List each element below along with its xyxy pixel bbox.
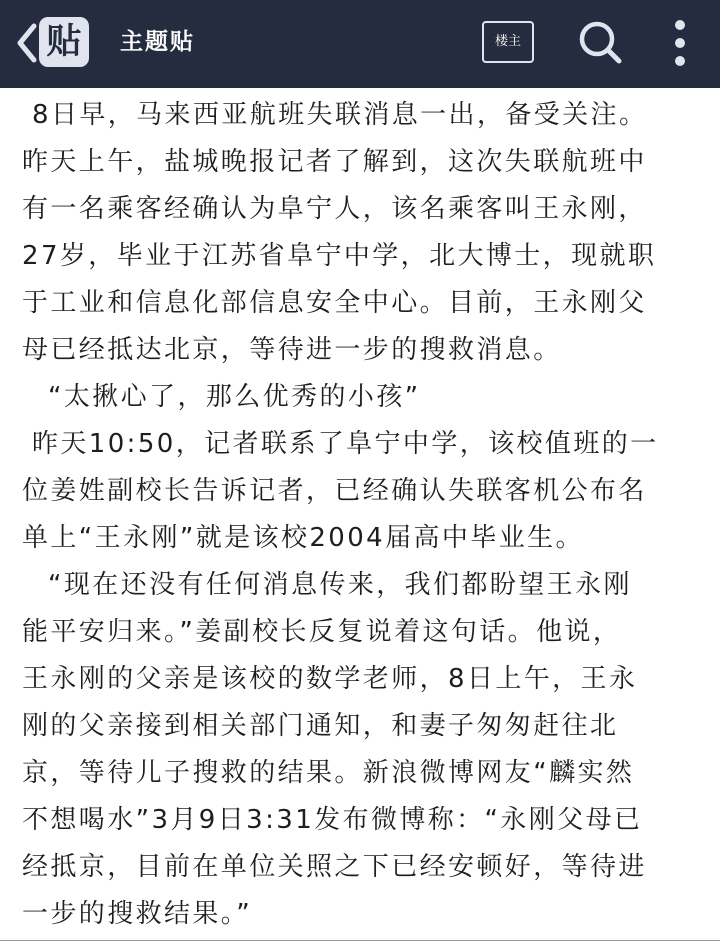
page-title: 主题贴 [120, 29, 195, 55]
more-options-button[interactable] [664, 18, 696, 68]
post-line: 经抵京，目前在单位关照之下已经安顿好，等待进 [22, 852, 647, 882]
search-icon [576, 18, 624, 66]
bottom-divider [0, 940, 720, 941]
post-line: “现在还没有任何消息传来，我们都盼望王永刚 [48, 570, 632, 600]
post-line: 能平安归来。”姜副校长反复说着这句话。他说， [22, 617, 622, 647]
post-line: 8日早，马来西亚航班失联消息一出，备受关注。 [32, 100, 648, 130]
post-line: 京，等待儿子搜救的结果。新浪微博网友“麟实然 [22, 758, 635, 788]
post-line: 母已经抵达北京，等待进一步的搜救消息。 [22, 335, 562, 365]
search-button[interactable] [576, 18, 624, 66]
back-button[interactable] [8, 14, 92, 72]
op-only-button[interactable]: 楼主 [482, 21, 534, 63]
post-line: 刚的父亲接到相关部门通知，和妻子匆匆赶往北 [22, 711, 619, 741]
post-line: 不想喝水”3月9日3:31发布微博称：“永刚父母已 [22, 805, 643, 835]
post-line: 于工业和信息化部信息安全中心。目前，王永刚父 [22, 288, 647, 318]
post-line: 昨天上午，盐城晚报记者了解到，这次失联航班中 [22, 147, 647, 177]
post-subheading: “太揪心了，那么优秀的小孩” [48, 382, 421, 412]
top-navigation-bar [0, 0, 720, 88]
tieba-logo-icon: 贴 [39, 17, 89, 67]
more-vertical-icon [664, 18, 696, 68]
chevron-left-icon [14, 22, 40, 64]
post-line: 单上“王永刚”就是该校2004届高中毕业生。 [22, 523, 584, 553]
post-line: 昨天10:50，记者联系了阜宁中学，该校值班的一 [32, 429, 659, 459]
post-line: 一步的搜救结果。” [22, 899, 253, 929]
post-line: 有一名乘客经确认为阜宁人，该名乘客叫王永刚， [22, 194, 647, 224]
post-content [0, 88, 720, 940]
post-line: 王永刚的父亲是该校的数学老师，8日上午，王永 [22, 664, 638, 694]
post-line: 27岁，毕业于江苏省阜宁中学，北大博士，现就职 [22, 241, 657, 271]
post-line: 位姜姓副校长告诉记者，已经确认失联客机公布名 [22, 476, 647, 506]
